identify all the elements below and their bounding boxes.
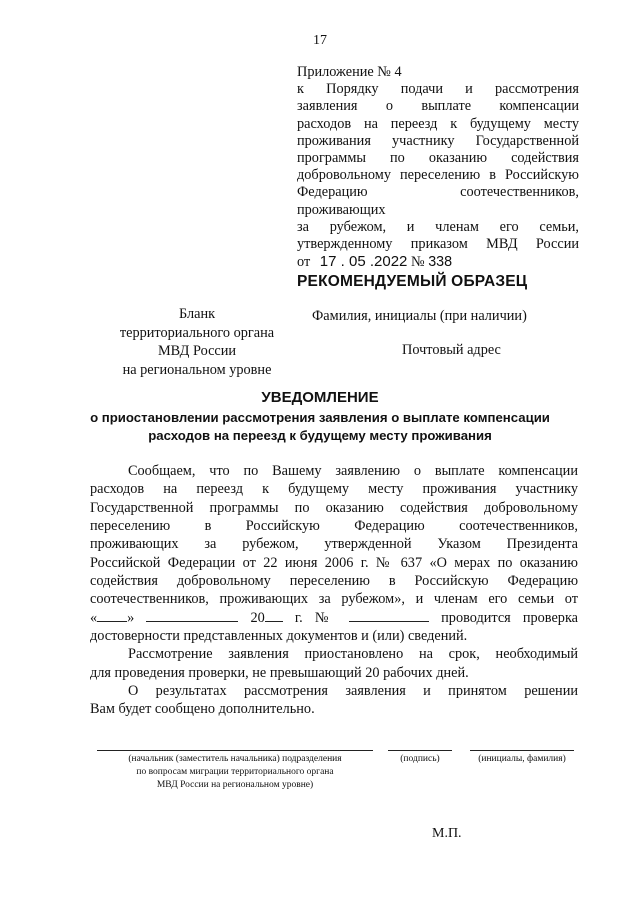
official-signature-line[interactable]	[97, 750, 373, 751]
body-line: достоверности представленных документов и (или) сведений.	[90, 628, 468, 645]
body-line: соотечественников, проживающих за рубежом», и членам его семьи от	[90, 591, 578, 608]
annex-line: программы по оказанию содействия	[297, 150, 579, 167]
blank-line: МВД России	[157, 343, 237, 359]
annex-number: 338	[428, 254, 453, 271]
recipient-name: Фамилия, инициалы (при наличии)	[312, 308, 527, 324]
document-subheading	[60, 409, 580, 444]
body-line: Сообщаем, что по Вашему заявлению о выплате компенсации	[128, 463, 578, 479]
body-line: Государственной программы по оказанию содействия добровольному	[90, 499, 578, 516]
name-caption: (инициалы, фамилия)	[478, 754, 566, 764]
annex-number-prefix: №	[410, 254, 425, 271]
blank-line: Бланк	[178, 306, 216, 322]
close-quote: »	[127, 609, 135, 626]
blank-line: на региональном уровне	[122, 361, 272, 378]
number-blank[interactable]	[349, 609, 429, 622]
annex-line: к Порядку подачи и рассмотрения	[297, 81, 579, 98]
recipient-address: Почтовый адрес	[402, 342, 501, 358]
date-fill-line	[90, 609, 578, 627]
year-suffix: г.	[294, 609, 303, 626]
blank-line: территориального органа	[119, 324, 275, 341]
body-line: Вам будет сообщено дополнительно.	[90, 701, 315, 718]
body-line: содействия добровольному переселению в Российскую Федерацию	[90, 573, 578, 590]
subheading-line: о приостановлении рассмотрения заявления о выплате компенсации	[90, 410, 550, 425]
annex-line: расходов на переезд к будущему месту	[297, 115, 579, 132]
annex-line: добровольному переселению в Российскую	[297, 167, 579, 184]
official-caption: (начальник (заместитель начальника) подразделения по вопросам миграции территориального органа МВД России на региональном уровне)	[128, 754, 342, 790]
body-line: проживающих за рубежом, утвержденной Указом Президента	[90, 536, 578, 553]
annex-date-prefix: от	[297, 254, 311, 271]
annex-block	[297, 64, 579, 271]
signature-caption: (подпись)	[400, 754, 440, 764]
annex-line: утвержденному приказом МВД России	[297, 236, 579, 253]
document-heading: УВЕДОМЛЕНИЕ	[261, 389, 379, 406]
day-blank[interactable]	[97, 609, 127, 622]
open-quote: «	[90, 609, 98, 626]
name-line[interactable]	[470, 750, 574, 751]
annex-line: за рубежом, и членам его семьи,	[297, 218, 579, 235]
body-line: расходов на переезд к будущему месту проживания участнику	[90, 481, 578, 498]
body-line: Российской Федерации от 22 июня 2006 г. № 637 «О мерах по оказанию	[90, 554, 578, 571]
body-line: О результатах рассмотрения заявления и принятом решении	[128, 683, 578, 700]
month-blank[interactable]	[146, 609, 238, 622]
annex-date: 17 . 05 .2022	[319, 253, 408, 271]
stamp-placeholder: М.П.	[432, 826, 462, 841]
body-line: для проведения проверки, не превышающий 20 рабочих дней.	[90, 664, 469, 681]
annex-line: проживания участнику Государственной	[297, 132, 579, 149]
body-line: переселению в Российскую Федерацию соотечественников,	[90, 518, 578, 535]
date-line-tail: проводится проверка	[441, 609, 579, 626]
notice-body	[90, 462, 578, 719]
number-sign: №	[314, 609, 337, 626]
body-line: Рассмотрение заявления приостановлено на срок, необходимый	[128, 646, 578, 663]
subheading-line: расходов на переезд к будущему месту проживания	[148, 427, 492, 443]
page-number: 17	[313, 33, 327, 48]
signature-line[interactable]	[388, 750, 452, 751]
letterhead-blank	[104, 305, 290, 379]
annex-line: заявления о выплате компенсации	[297, 98, 579, 115]
annex-date-line	[297, 253, 579, 271]
year-prefix: 20	[250, 609, 265, 626]
year-blank[interactable]	[265, 609, 283, 622]
sample-title: РЕКОМЕНДУЕМЫЙ ОБРАЗЕЦ	[297, 273, 528, 290]
annex-line: Федерацию соотечественников, проживающих	[297, 184, 579, 218]
annex-title: Приложение № 4	[297, 64, 402, 80]
